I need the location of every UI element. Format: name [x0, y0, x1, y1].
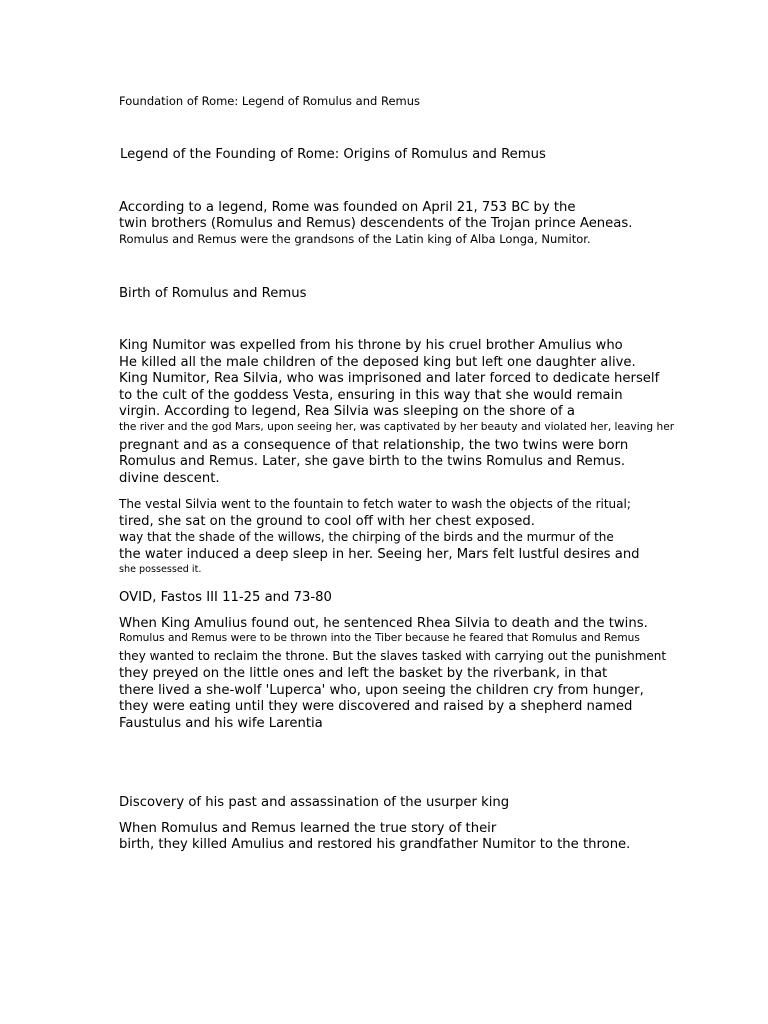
text-line: virgin. According to legend, Rea Silvia was sleeping on the shore of a: [119, 404, 575, 419]
text-line: there lived a she-wolf 'Luperca' who, upon seeing the children cry from hunger,: [119, 683, 644, 698]
text-line: the water induced a deep sleep in her. Seeing her, Mars felt lustful desires and: [119, 547, 640, 562]
text-line: the river and the god Mars, upon seeing her, was captivated by her beauty and violated her, leaving her: [119, 421, 675, 433]
section-heading-discovery: Discovery of his past and assassination of the usurper king: [119, 795, 510, 810]
text-line: The vestal Silvia went to the fountain to fetch water to wash the objects of the ritual;: [119, 497, 631, 511]
text-line: they wanted to reclaim the throne. But the slaves tasked with carrying out the punishment: [119, 649, 667, 663]
section-heading-birth: Birth of Romulus and Remus: [119, 286, 307, 301]
text-line: He killed all the male children of the deposed king but left one daughter alive.: [119, 355, 636, 370]
quote-citation: OVID, Fastos III 11-25 and 73-80: [119, 590, 332, 605]
text-line: Romulus and Remus were the grandsons of the Latin king of Alba Longa, Numitor.: [119, 232, 591, 246]
text-line: Romulus and Remus were to be thrown into the Tiber because he feared that Romulus and Remus: [119, 632, 640, 644]
text-line: King Numitor, Rea Silvia, who was imprisoned and later forced to dedicate herself: [119, 371, 660, 386]
text-line: pregnant and as a consequence of that relationship, the two twins were born: [119, 438, 629, 453]
document-header: Foundation of Rome: Legend of Romulus and Remus: [119, 94, 420, 108]
text-line: Faustulus and his wife Larentia: [119, 716, 323, 731]
text-line: they were eating until they were discovered and raised by a shepherd named: [119, 699, 633, 714]
text-line: Romulus and Remus. Later, she gave birth to the twins Romulus and Remus.: [119, 454, 626, 469]
text-line: she possessed it.: [119, 564, 202, 575]
text-line: When Romulus and Remus learned the true story of their: [119, 821, 497, 836]
text-line: tired, she sat on the ground to cool off with her chest exposed.: [119, 514, 535, 529]
text-line: they preyed on the little ones and left the basket by the riverbank, in that: [119, 666, 608, 681]
text-line: birth, they killed Amulius and restored his grandfather Numitor to the throne.: [119, 837, 631, 852]
text-line: divine descent.: [119, 471, 220, 486]
text-line: to the cult of the goddess Vesta, ensuring in this way that she would remain: [119, 388, 623, 403]
text-line: twin brothers (Romulus and Remus) descendents of the Trojan prince Aeneas.: [119, 216, 633, 231]
text-line: King Numitor was expelled from his throne by his cruel brother Amulius who: [119, 338, 623, 353]
text-line: way that the shade of the willows, the chirping of the birds and the murmur of the: [119, 530, 614, 544]
text-line: When King Amulius found out, he sentenced Rhea Silvia to death and the twins.: [119, 616, 648, 631]
text-line: According to a legend, Rome was founded on April 21, 753 BC by the: [119, 200, 576, 215]
document-title: Legend of the Founding of Rome: Origins of Romulus and Remus: [120, 147, 546, 162]
